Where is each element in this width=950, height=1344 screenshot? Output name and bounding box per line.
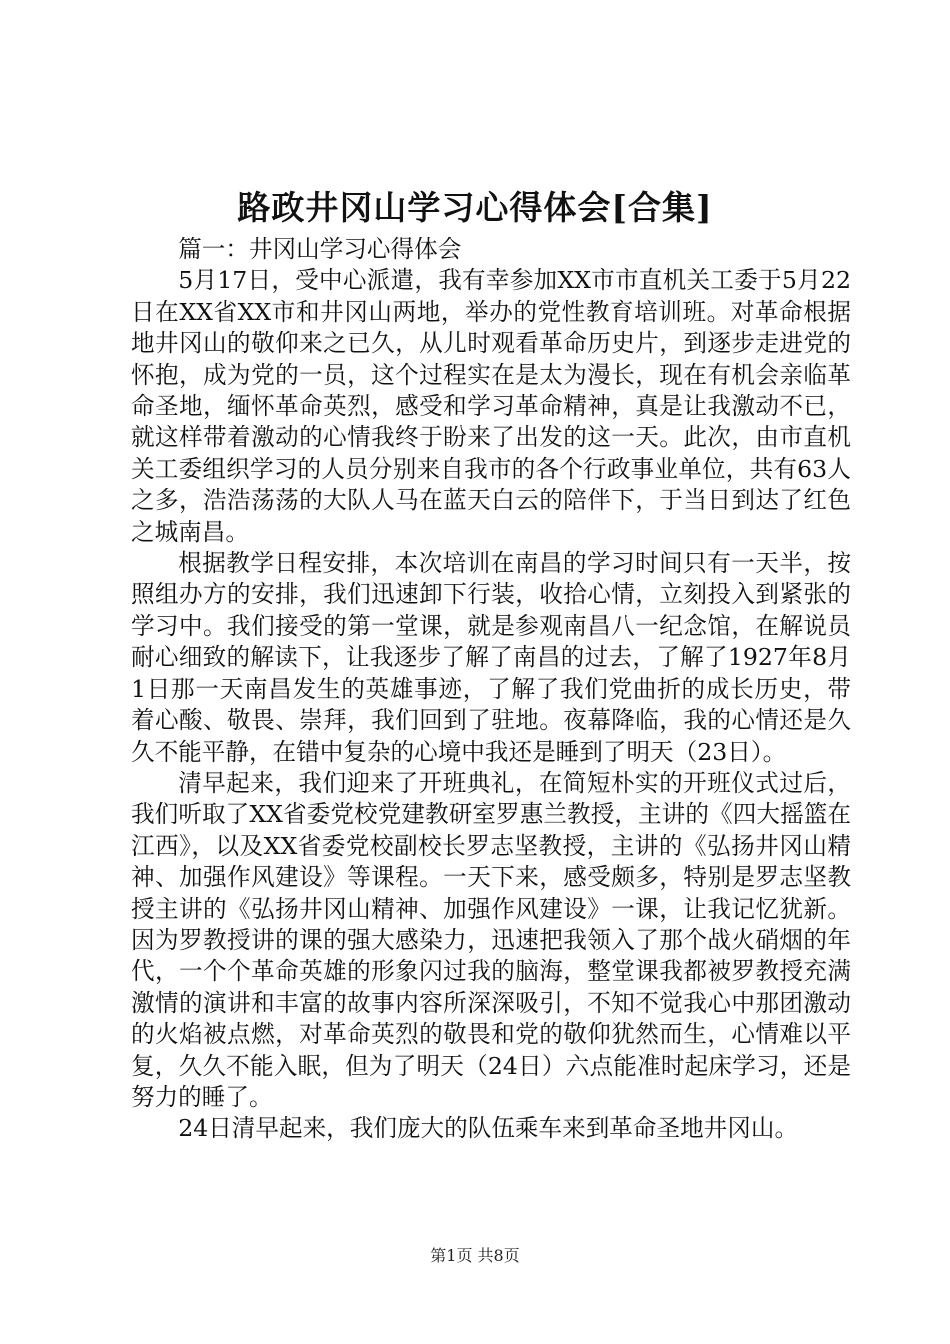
paragraph: 24日清早起来，我们庞大的队伍乘车来到革命圣地井冈山。 xyxy=(178,1114,799,1143)
document-body xyxy=(131,234,851,1145)
paragraph: 5月17日，受中心派遣，我有幸参加XX市市直机关工委于5月22日在XX省XX市和井冈山两地，举办的党性教育培训班。对革命根据地井冈山的敬仰来之已久，从儿时观看革命历史片，到逐步走进党的怀抱，成为党的一员，这个过程实在是太为漫长，现在有机会亲临革命圣地，缅怀革命英烈，感受和学习革命精神，真是让我激动不已，就这样带着激动的心情我终于盼来了出发的这一天。此次，由市直机关工委组织学习的人员分别来自我市的各个行政事业单位，共有63人之多，浩浩荡荡的大队人马在蓝天白云的陪伴下，于当日到达了红色之城南昌。 xyxy=(131,266,851,546)
section-heading: 篇一：井冈山学习心得体会 xyxy=(178,235,462,263)
document-title: 路政井冈山学习心得体会[合集] xyxy=(237,188,713,227)
paragraph: 清早起来，我们迎来了开班典礼，在简短朴实的开班仪式过后，我们听取了XX省委党校党建教研室罗惠兰教授，主讲的《四大摇篮在江西》，以及XX省委党校副校长罗志坚教授，主讲的《弘扬井冈山精神、加强作风建设》等课程。一天下来，感受颇多，特别是罗志坚教授主讲的《弘扬井冈山精神、加强作风建设》一课，让我记忆犹新。因为罗教授讲的课的强大感染力，迅速把我领入了那个战火硝烟的年代，一个个革命英雄的形象闪过我的脑海，整堂课我都被罗教授充满激情的演讲和丰富的故事内容所深深吸引，不知不觉我心中那团激动的火焰被点燃，对革命英烈的敬畏和党的敬仰犹然而生，心情难以平复，久久不能入眠，但为了明天（24日）六点能准时起床学习，还是努力的睡了。 xyxy=(131,768,851,1111)
page-footer: 第1页 共8页 xyxy=(430,1246,520,1265)
paragraph: 根据教学日程安排，本次培训在南昌的学习时间只有一天半，按照组办方的安排，我们迅速卸下行装，收拾心情，立刻投入到紧张的学习中。我们接受的第一堂课，就是参观南昌八一纪念馆，在解说员耐心细致的解读下，让我逐步了解了南昌的过去，了解了1927年8月1日那一天南昌发生的英雄事迹，了解了我们党曲折的成长历史，带着心酸、敬畏、崇拜，我们回到了驻地。夜幕降临，我的心情还是久久不能平静，在错中复杂的心境中我还是睡到了明天（23日）。 xyxy=(131,549,851,766)
